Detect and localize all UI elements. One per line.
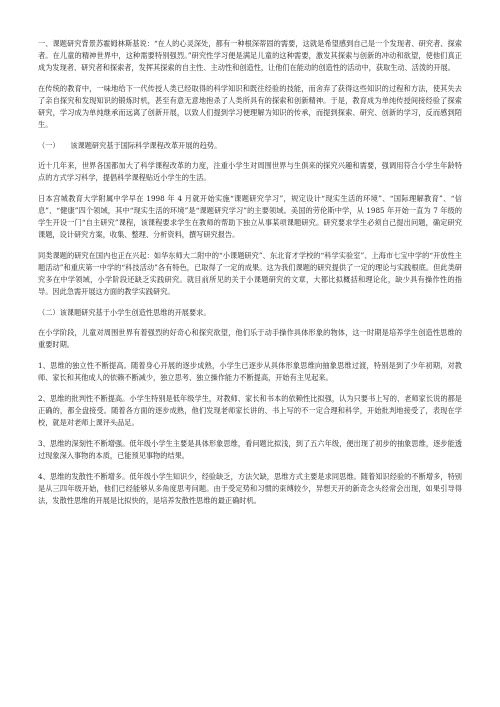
paragraph-domestic-research: 同类课题的研究在国内也正在兴起：如华东师大二附中的“小课题研究”、东北育才学校的“科学实验室”、上海市七宝中学的“开放性主题活动”和重庆第一中学的“科技活动”各有特色，已取得了一定的成果。这为我们课题的研究提供了一定的理论与实践根底。但此类研究多在中学领域，小学阶段还缺乏实践研究。就目前所见的关于小课题研究的文章，大都比拟概括和理论化，缺少具有操作性的指导。因此急需开展这方面的教学实践研究。	[38, 251, 462, 296]
paragraph-world-reform: 近十几年来，世界各国都加大了科学课程改革的力度，注重小学生对周围世界与生俱来的探究兴趣和需要，强调用符合小学生年龄特点的方式学习科学，提倡科学课程贴近小学生的生活。	[38, 161, 462, 182]
paragraph-divergence: 4、思维的发散性不断增多。低年级小学生知识少，经验缺乏，方法欠缺，思维方式主要是求同思维。随着知识经验的不断增多，特别是从三四年级开始，他们已经能够从多角度思考问题。由于受定势和习惯的束缚较少，异想天开的新奇念头经常会出现，如果引导得法，发散性思维的开展是比拟快的，是培养发散性思维的最正确时机。	[38, 472, 462, 505]
paragraph-independence: 1、思维的独立性不断提高。随着身心开展的逐步成熟，小学生已逐步从具体形象思维向抽象思维过渡，特别是到了少年初期，对教师、家长和其他成人的依赖不断减少，独立思考、独立操作能力不断提高，开始有主见起来。	[38, 361, 462, 382]
paragraph-japan-usa: 日本宫城教育大学附属中学早在 1998 年 4 月就开始实施“课题研究学习”，规定设计“现实生活的环境”、“国际理解教育”、“信息”、“健康”四个领域，其中“现实生活的环境”是“课题研究学习”的主要领域。美国的劳伦斯中学，从 1985 年开始一直为 7 年级的学生开设一门“自主研究”课程，该课程要求学生在教师的帮助下独立从事某项课题研究。研究要求学生必须自己提出问题，确定研究课题，设计研究方案，收集、整理、分析资料，撰写研究报告。	[38, 194, 462, 239]
paragraph-research-background: 一、课题研究背景苏霍姆林斯基说：“在人的心灵深处，都有一种根深蒂固的需要，这就是希望感到自己是一个发现者、研究者、探索者。在儿童的精神世界中，这种需要特别强烈。”研究性学习便是满足儿童的这种需要，激发其探索与创新的冲动和欲望，使他们真正成为发现者、研究者和探索者，发挥其探索的自主性、主动性和创造性，让他们在能动的创造性的活动中，获取生动、活泼的开展。	[38, 39, 462, 72]
paragraph-primary-stage: 在小学阶段，儿童对周围世界有着强烈的好奇心和探究欲望，他们乐于动手操作具体形象的物体，这一时期是培养学生创造性思维的重要时期。	[38, 328, 462, 349]
paragraph-critical-thinking: 2、思维的批判性不断提高。小学生特别是低年级学生，对教师、家长和书本的依赖性比拟强，认为只要书上写的、老师家长说的都是正确的，都全盘接受。随着各方面的逐步成熟，他们发现老师家长讲的、书上写的不一定合理和科学，开始批判地接受了，表现在学校，就是对老师上课评头品足。	[38, 394, 462, 427]
section-heading-2: （二）该课题研究基于小学生创造性思维的开展要求。	[38, 308, 211, 317]
paragraph-depth: 3、思维的深刻性不断增强。低年级小学生主要是具体形象思维，看问题比拟浅，到了五六年级，便出现了初步的抽象思维，逐步能透过现象深入事物的本质，已能预见事物的结果。	[38, 439, 462, 460]
paragraph-traditional-education: 在传统的教育中，一味地给下一代传授人类已经取得的科学知识和既往经验的技能，而舍弃了获得这些知识的过程和方法，使其失去了亲自探究和发现知识的锻炼时机，甚至有意无意地抱杀了人类所具有的探索和创新精神。于是，教育成为单纯传授间接经验了探索研究，学习成为单纯继承而远离了创新开展，以致人们提到学习便理解为知识的传承，而提到探索、研究、创新的学习，反而感到陌生。	[38, 84, 462, 129]
document-page	[38, 38, 462, 515]
section-heading-1: （一） 该课题研究基于国际科学课程改革开展的趋势。	[38, 141, 222, 150]
